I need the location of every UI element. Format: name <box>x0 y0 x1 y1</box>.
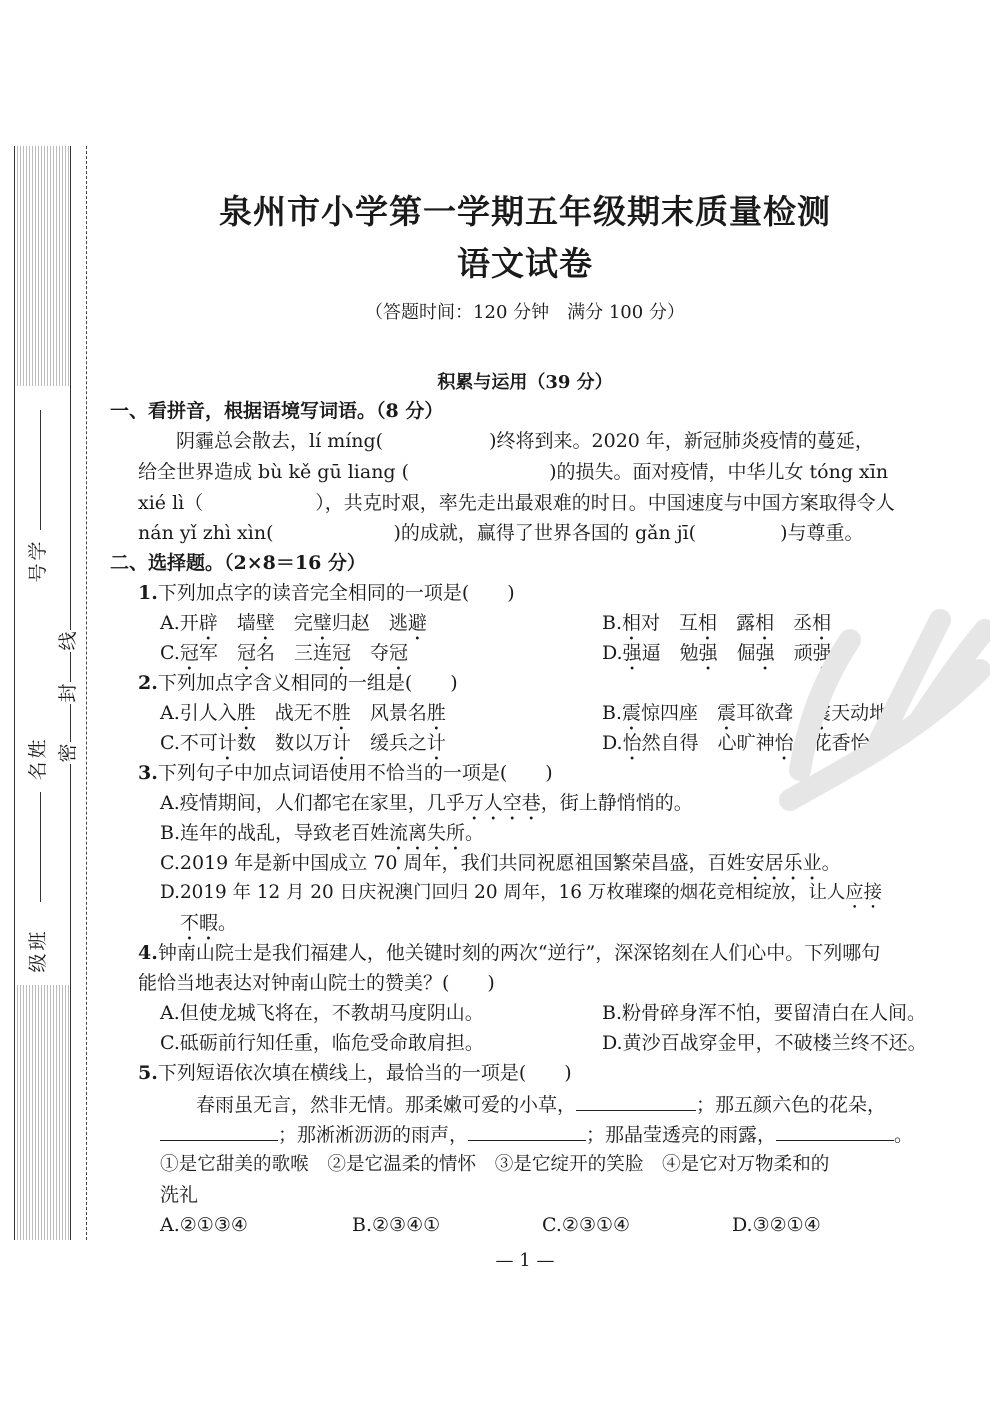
q2-1-option-d[interactable]: D.强逼 勉强 倔强 顽强 <box>602 642 832 664</box>
q2-4-option-a[interactable]: A.但使龙城飞将在，不教胡马度阴山。 <box>160 1002 484 1024</box>
q2-1-stem: 1.下列加点字的读音完全相同的一项是( ) <box>138 582 515 604</box>
page-subtitle: 语文试卷 <box>457 244 593 283</box>
q2-5-stem: 5.下列短语依次填在横线上，最恰当的一项是( ) <box>138 1062 572 1084</box>
q2-5-blank-2[interactable] <box>160 1122 278 1141</box>
q2-4-stem: 4.钟南山院士是我们福建人，他关键时刻的两次“逆行”，深深铭刻在人们心中。下列哪句 <box>138 942 881 964</box>
label-banji: 班 级 <box>27 931 49 973</box>
q2-5-option-a[interactable]: A.②①③④ <box>160 1214 248 1236</box>
binding-dashed-line <box>86 146 87 1240</box>
q2-4-option-c[interactable]: C.砥砺前行知任重，临危受命敢肩担。 <box>160 1032 484 1054</box>
q2-5-blank-3[interactable] <box>468 1122 586 1141</box>
q1-answer-1[interactable] <box>383 429 489 447</box>
q2-5-phrases: ①是它甜美的歌喉 ②是它温柔的情怀 ③是它绽开的笑脸 ④是它对万物柔和的 <box>160 1154 830 1175</box>
q2-heading: 二、选择题。（2×8＝16 分） <box>110 552 366 574</box>
page-title: 泉州市小学第一学期五年级期末质量检测 <box>219 192 831 231</box>
q2-3-option-b[interactable]: B.连年的战乱，导致老百姓流离失所。 <box>160 822 485 844</box>
q1-line-3: xié lì（ ），共克时艰，率先走出最艰难的时日。中国速度与中国方案取得令人 <box>138 492 895 514</box>
q1-answer-3[interactable] <box>203 491 315 509</box>
q2-3-option-d-cont: 不暇。 <box>180 912 238 934</box>
q1-answer-5[interactable] <box>696 521 780 539</box>
page-number: — 1 — <box>495 1250 555 1271</box>
q2-1-option-a[interactable]: A.开辟 墙壁 完璧归赵 逃避 <box>160 612 427 634</box>
q2-2-option-a[interactable]: A.引人入胜 战无不胜 风景名胜 <box>160 702 446 724</box>
q2-5-phrases-cont: 洗礼 <box>160 1184 199 1206</box>
binding-hatch-bottom <box>14 985 70 1240</box>
q2-5-passage-line-1: 春雨虽无言，然非无情。那柔嫩可爱的小草， ；那五颜六色的花朵， <box>196 1094 887 1116</box>
q2-3-option-d[interactable]: D.2019 年 12 月 20 日庆祝澳门回归 20 周年，16 万枚璀璨的烟花竞相绽放，让人应接 <box>160 882 883 903</box>
q1-line-2: 给全世界造成 bù kě gū liang ( )的损失。面对疫情，中华儿女 tóng xīn <box>138 461 889 483</box>
q1-line-4: nán yǐ zhì xìn( )的成就，赢得了世界各国的 gǎn jī( )与尊重。 <box>138 522 864 544</box>
q2-4-stem-cont: 能恰当地表达对钟南山院士的赞美？( ) <box>138 972 495 994</box>
q2-2-stem: 2.下列加点字含义相同的一组是( ) <box>138 672 458 694</box>
section-title: 积累与运用（39 分） <box>437 372 613 393</box>
q2-5-option-d[interactable]: D.③②①④ <box>732 1214 821 1236</box>
label-xuehao: 学 号 <box>27 541 49 583</box>
q2-5-blank-4[interactable] <box>776 1122 894 1141</box>
q2-1-option-b[interactable]: B.相对 互相 露相 丞相 <box>602 612 832 634</box>
q1-heading: 一、看拼音，根据语境写词语。（8 分） <box>110 400 444 422</box>
q2-2-option-c[interactable]: C.不可计数 数以万计 缓兵之计 <box>160 732 446 754</box>
q1-line-1: 阴霾总会散去，lí míng( )终将到来。2020 年，新冠肺炎疫情的蔓延， <box>176 430 874 452</box>
q1-answer-2[interactable] <box>409 460 549 478</box>
q2-2-option-b[interactable]: B.震惊四座 震耳欲聋 震天动地 <box>602 702 889 724</box>
q2-3-option-c[interactable]: C.2019 年是新中国成立 70 周年，我们共同祝愿祖国繁荣昌盛，百姓安居乐业。 <box>160 852 841 874</box>
xingming-field[interactable] <box>40 792 41 902</box>
seal-char-feng: 封 <box>57 683 79 703</box>
binding-rule <box>14 146 15 1240</box>
xuehao-field[interactable] <box>40 410 41 530</box>
q2-3-stem: 3.下列句子中加点词语使用不恰当的一项是( ) <box>138 762 553 784</box>
exam-info: （答题时间：120 分钟 满分 100 分） <box>365 302 685 323</box>
label-xingming: 姓 名 <box>27 739 49 781</box>
q2-5-blank-1[interactable] <box>576 1092 696 1111</box>
q2-5-option-c[interactable]: C.②③①④ <box>542 1214 631 1236</box>
watermark-logo <box>770 600 990 830</box>
seal-char-xian: 线 <box>57 631 79 651</box>
q2-5-option-b[interactable]: B.②③④① <box>352 1214 441 1236</box>
q2-3-option-a[interactable]: A.疫情期间，人们都宅在家里，几乎万人空巷，街上静悄悄的。 <box>160 792 693 814</box>
q2-1-option-c[interactable]: C.冠军 冠名 三连冠 夺冠 <box>160 642 409 664</box>
seal-char-mi: 密 <box>57 743 79 763</box>
q1-answer-4[interactable] <box>274 521 394 539</box>
q2-5-passage-line-2: ；那淅淅沥沥的雨声， ；那晶莹透亮的雨露， 。 <box>160 1122 913 1148</box>
q2-4-option-b[interactable]: B.粉骨碎身浑不怕，要留清白在人间。 <box>602 1002 927 1024</box>
q2-4-option-d[interactable]: D.黄沙百战穿金甲，不破楼兰终不还。 <box>602 1032 927 1054</box>
q2-2-option-d[interactable]: D.怡然自得 心旷神怡 花香怡人 <box>602 732 889 754</box>
